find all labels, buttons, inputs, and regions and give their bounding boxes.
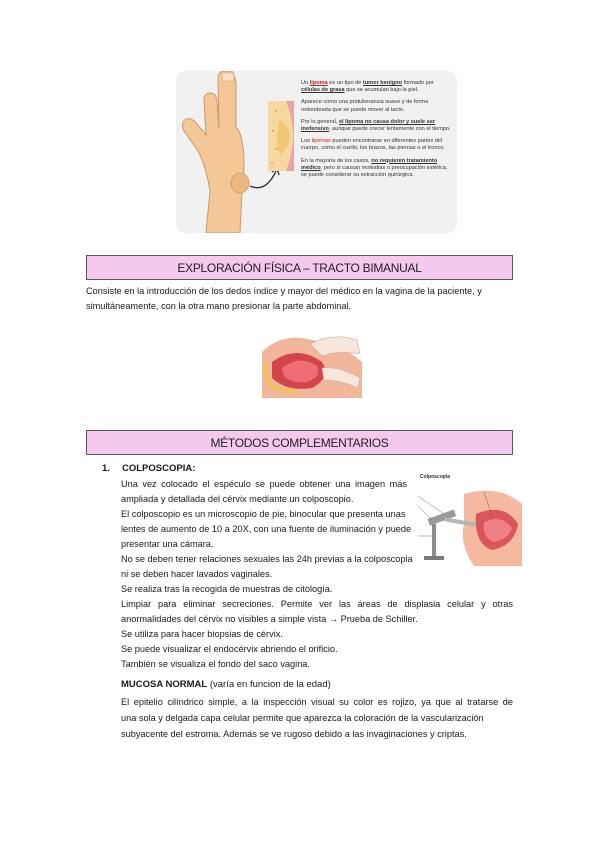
text-line: lentes de aumento de 10 a 20X, con una fuente de iluminación y puede [121,524,412,534]
text-line: presentar una cámara. [121,539,214,549]
lipoma-paragraph-2: Aparece como una protuberancia suave y de forma redondeada que se puede mover al tacto. [301,99,429,113]
text-line: Limpiar para eliminar secreciones. Permite ver las áreas de displasia celular y otras [121,599,513,609]
section-title: MÉTODOS COMPLEMENTARIOS [210,435,389,450]
text-line: Consiste en la introducción de los dedos índice y mayor del médico en la vagina de la paciente, y [86,286,482,296]
text-line: También se visualiza el fondo del saco vagina. [121,659,310,669]
text-line: No se deben tener relaciones sexuales las 24h previas a la colposcopia [121,554,413,564]
section-header-metodos [86,430,513,455]
figure-caption: Colposcopia [420,474,451,480]
text-line: ni se deben hacer lavados vaginales. [121,569,273,579]
colposcopy-illustration [414,474,522,566]
text-line: una sola y delgada capa celular permite que aparezca la coloración de la vascularización [121,713,484,723]
lipoma-illustration [176,71,457,233]
hand-lipoma-drawing [176,71,300,233]
exploracion-paragraph [86,284,526,314]
text-line: subyacente del estroma. Además se ve rugoso debido a las invaginaciones y criptas. [121,729,467,739]
colposcope-drawing [414,474,522,566]
text-line: anormalidades del cérvix no visibles a simple vista → Prueba de Schiller. [121,614,418,624]
mucosa-body [121,694,521,742]
text-line: Se utiliza para hacer biopsias de cérvix. [121,629,283,639]
section-header-exploracion [86,255,513,280]
lipoma-paragraph-3: Por lo general, el lipoma no causa dolor y suele ser inofensivo, aunque puede crecer lentamente con el tiempo. [301,118,451,133]
text-line: Se realiza tras la recogida de muestras de citología. [121,584,333,594]
text-line: El colposcopio es un microscopio de pie, binocular que presenta unas [121,509,406,519]
colposcopia-heading: COLPOSCOPIA: [122,463,196,474]
lipoma-paragraph-4: Los lipomas pueden encontrarse en diferentes partes del cuerpo, como el cuello, los brazos, las piernas o el tronco. [301,138,445,152]
text-line: El epitelio cilíndrico simple, a la inspección visual su color es rojizo, ya que al tratarse de [121,697,513,707]
text-line: simultáneamente, con la otra mano presionar la parte abdominal. [86,301,352,311]
list-number: 1. [102,463,110,474]
bimanual-exam-illustration [262,322,362,398]
lipoma-paragraph-5: En la mayoría de los casos, no requieren tratamiento médico, pero si causan molestias o preocupación estética, se puede considerar su extracción quirúrgica. [301,157,448,179]
text-line: Una vez colocado el espéculo se puede obtener una imagen más [121,479,407,489]
mucosa-heading [121,679,331,690]
section-title: EXPLORACIÓN FÍSICA – TRACTO BIMANUAL [177,260,422,275]
lipoma-description [301,80,451,184]
text-line: Se puede visualizar el endocérvix abriendo el orificio. [121,644,338,654]
text-line: ampliada y detallada del cérvix mediante un colposcopio. [121,494,354,504]
mucosa-title: MUCOSA NORMAL [121,679,208,690]
mucosa-subtitle: (varía en funcion de la edad) [207,679,331,690]
lipoma-paragraph-1: Un lipoma es un tipo de tumor benigno formado por células de grasa que se acumulan bajo la piel. [301,80,434,94]
